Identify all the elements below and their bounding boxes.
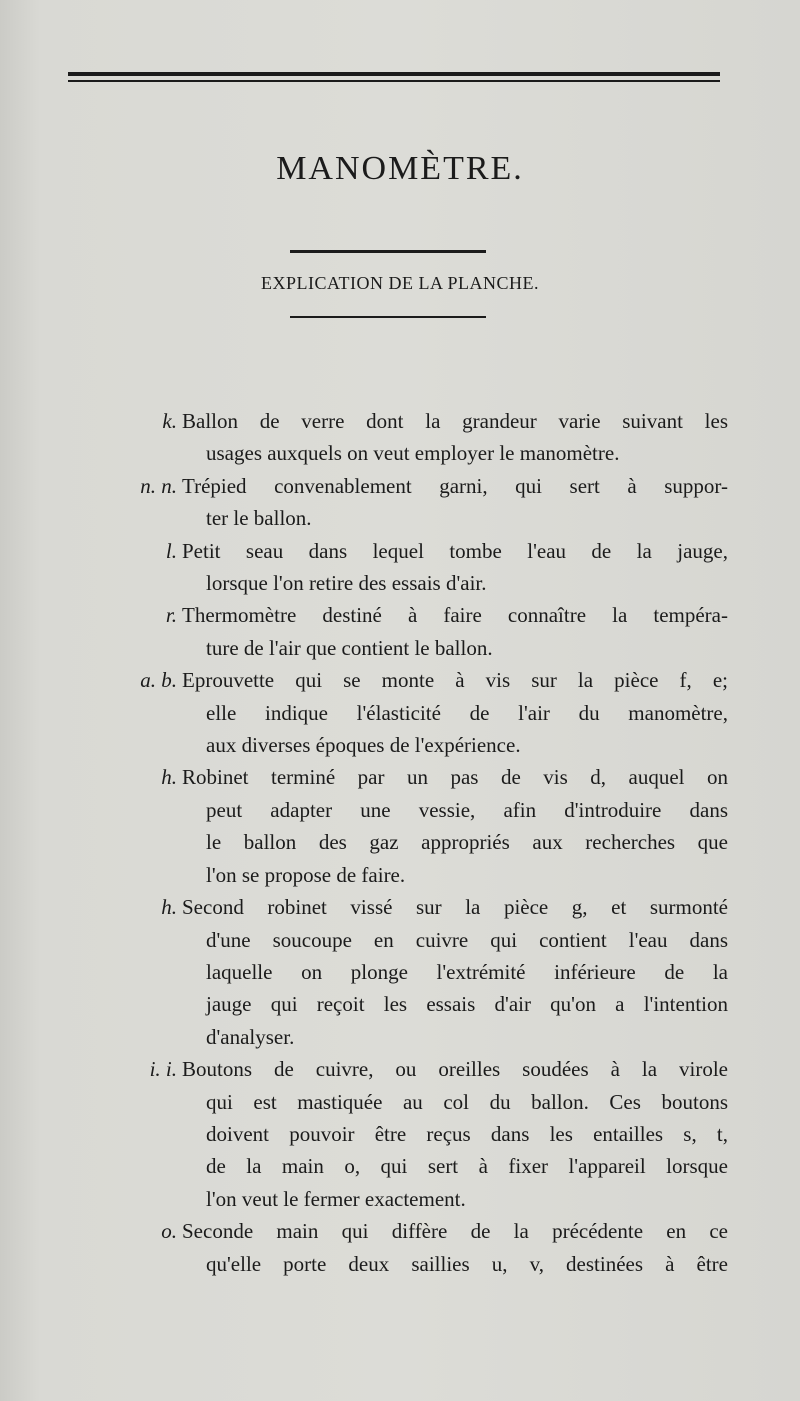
legend-entry-key: h. — [161, 895, 177, 920]
legend-entry-line: le ballon des gaz appropriés aux recherches que — [206, 830, 728, 855]
legend-entries — [0, 405, 800, 1280]
legend-entry-key: h. — [161, 765, 177, 790]
legend-entry-line: usages auxquels on veut employer le manomètre. — [206, 441, 620, 466]
legend-entry-line: de la main o, qui sert à fixer l'appareil lorsque — [206, 1154, 728, 1179]
legend-entry-line: Ballon de verre dont la grandeur varie suivant les — [182, 409, 728, 433]
legend-entry-line: peut adapter une vessie, afin d'introduire dans — [206, 797, 728, 822]
legend-entry-key: a. b. — [140, 668, 177, 693]
page-title: MANOMÈTRE. — [276, 150, 524, 187]
legend-entry-line: Seconde main qui diffère de la précédente en ce — [182, 1219, 728, 1244]
legend-entry-line: Thermomètre destiné à faire connaître la tempéra- — [182, 603, 728, 628]
page-subtitle: EXPLICATION DE LA PLANCHE. — [261, 273, 539, 293]
legend-entry-line: lorsque l'on retire des essais d'air. — [206, 571, 487, 596]
subtitle-rule-above — [290, 250, 486, 253]
legend-entry-line: ter le ballon. — [206, 506, 312, 531]
legend-entry — [0, 599, 800, 664]
legend-entry-line: doivent pouvoir être reçus dans les entailles s, t, — [206, 1121, 728, 1146]
legend-entry-line: elle indique l'élasticité de l'air du manomètre, — [206, 700, 728, 725]
legend-entry — [0, 891, 800, 1053]
legend-entry-line: ture de l'air que contient le ballon. — [206, 635, 493, 660]
legend-entry-line: d'analyser. — [206, 1024, 295, 1049]
legend-entry-key: i. i. — [149, 1057, 177, 1082]
legend-entry-line: qui est mastiquée au col du ballon. Ces boutons — [206, 1089, 728, 1114]
legend-entry-line: Robinet terminé par un pas de vis d, auquel on — [182, 765, 728, 790]
legend-entry — [0, 470, 800, 535]
top-double-rule-thick — [68, 72, 720, 76]
legend-entry-line: Petit seau dans lequel tombe l'eau de la jauge, — [182, 538, 728, 563]
legend-entry-line: Boutons de cuivre, ou oreilles soudées à la virole — [182, 1057, 728, 1082]
legend-entry-key: r. — [165, 603, 177, 628]
legend-entry — [0, 1215, 800, 1280]
legend-entry-line: laquelle on plonge l'extrémité inférieure de la — [206, 959, 728, 984]
legend-entry-key: l. — [165, 538, 177, 563]
legend-entry-key: o. — [161, 1219, 177, 1244]
legend-entry-line: Trépied convenablement garni, qui sert à suppor- — [182, 473, 728, 498]
legend-entry-line: d'une soucoupe en cuivre qui contient l'eau dans — [206, 927, 728, 952]
legend-entry — [0, 761, 800, 891]
legend-entry — [0, 664, 800, 761]
legend-entry — [0, 1053, 800, 1215]
top-double-rule-thin — [68, 80, 720, 82]
legend-entry — [0, 405, 800, 470]
legend-entry — [0, 535, 800, 600]
legend-entry-key: n. n. — [140, 473, 177, 498]
legend-entry-line: l'on se propose de faire. — [206, 862, 406, 887]
legend-entry-line: jauge qui reçoit les essais d'air qu'on a l'intention — [206, 992, 728, 1017]
subtitle-rule-below — [290, 316, 486, 318]
legend-entry-line: Second robinet vissé sur la pièce g, et surmonté — [182, 895, 728, 920]
legend-entry-line: aux diverses époques de l'expérience. — [206, 733, 521, 758]
legend-entry-key: k. — [162, 409, 177, 433]
legend-entry-line: l'on veut le fermer exactement. — [206, 1186, 466, 1211]
legend-entry-line: qu'elle porte deux saillies u, v, destinées à être — [206, 1251, 728, 1276]
legend-entry-line: Eprouvette qui se monte à vis sur la pièce f, e; — [182, 668, 728, 693]
